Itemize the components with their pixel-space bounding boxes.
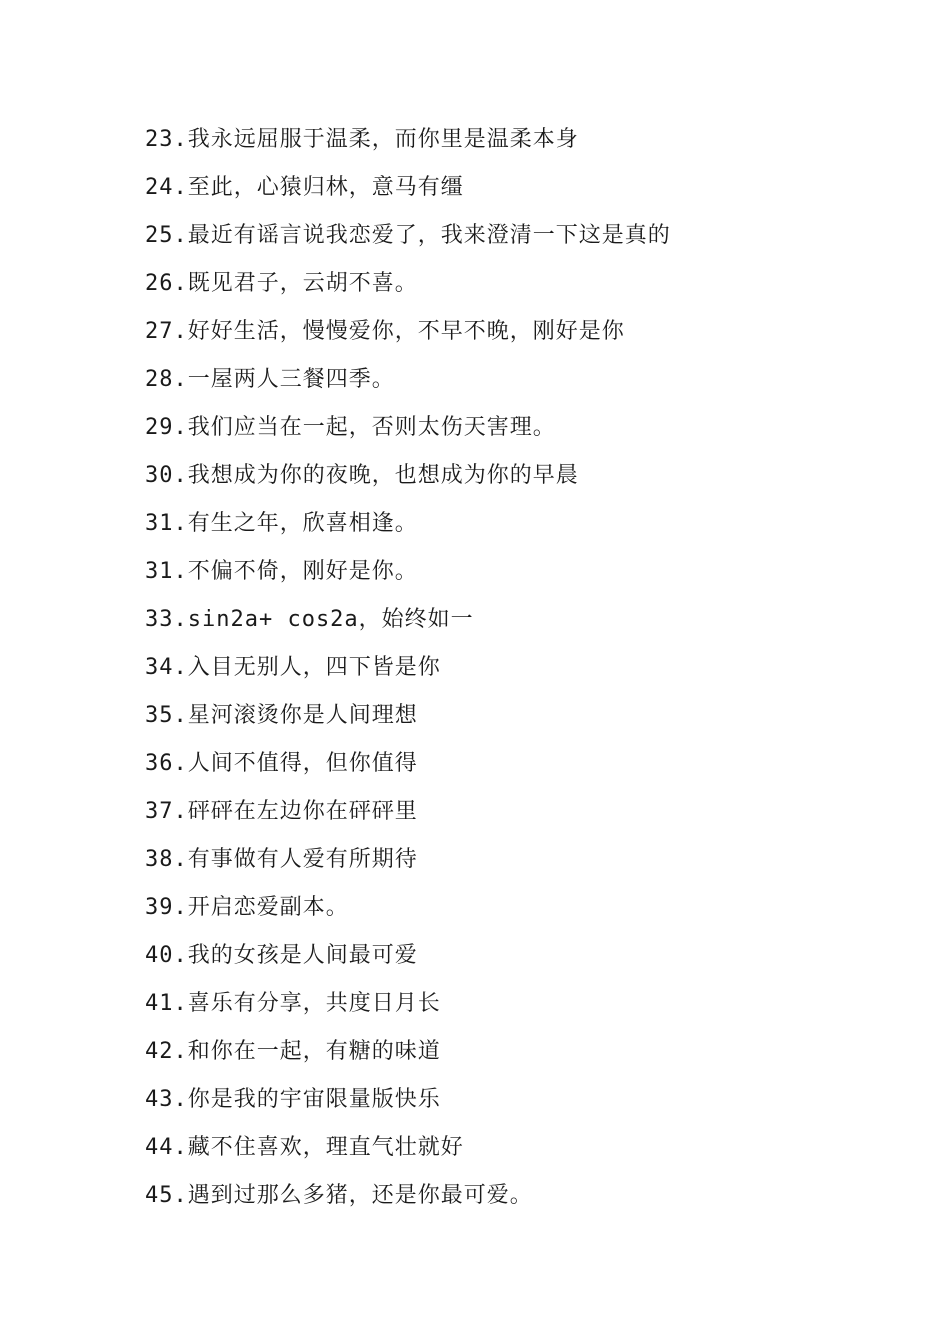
list-item: 34.入目无别人，四下皆是你 [145,655,441,680]
list-item: 26.既见君子，云胡不喜。 [145,271,418,296]
list-item: 28.一屋两人三餐四季。 [145,367,395,392]
list-item: 36.人间不值得，但你值得 [145,751,418,776]
list-item: 33.sin2a+ cos2a，始终如一 [145,607,474,632]
list-item: 30.我想成为你的夜晚，也想成为你的早晨 [145,463,579,488]
list-item: 24.至此，心猿归林，意马有缰 [145,175,464,200]
list-item: 35.星河滚烫你是人间理想 [145,703,418,728]
list-item: 23.我永远屈服于温柔，而你里是温柔本身 [145,127,579,152]
list-item: 42.和你在一起，有糖的味道 [145,1039,441,1064]
quote-list [145,116,905,1220]
list-item: 25.最近有谣言说我恋爱了，我来澄清一下这是真的 [145,223,671,248]
list-item: 39.开启恋爱副本。 [145,895,349,920]
list-item: 41.喜乐有分享，共度日月长 [145,991,441,1016]
list-item: 44.藏不住喜欢，理直气壮就好 [145,1135,464,1160]
list-item: 31.不偏不倚，刚好是你。 [145,559,418,584]
list-item: 43.你是我的宇宙限量版快乐 [145,1087,441,1112]
list-item: 45.遇到过那么多猪，还是你最可爱。 [145,1183,533,1208]
list-item: 29.我们应当在一起，否则太伤天害理。 [145,415,556,440]
list-item: 40.我的女孩是人间最可爱 [145,943,418,968]
list-item: 38.有事做有人爱有所期待 [145,847,418,872]
list-item: 31.有生之年，欣喜相逢。 [145,511,418,536]
list-item: 27.好好生活，慢慢爱你，不早不晚，刚好是你 [145,319,625,344]
list-item: 37.砰砰在左边你在砰砰里 [145,799,418,824]
